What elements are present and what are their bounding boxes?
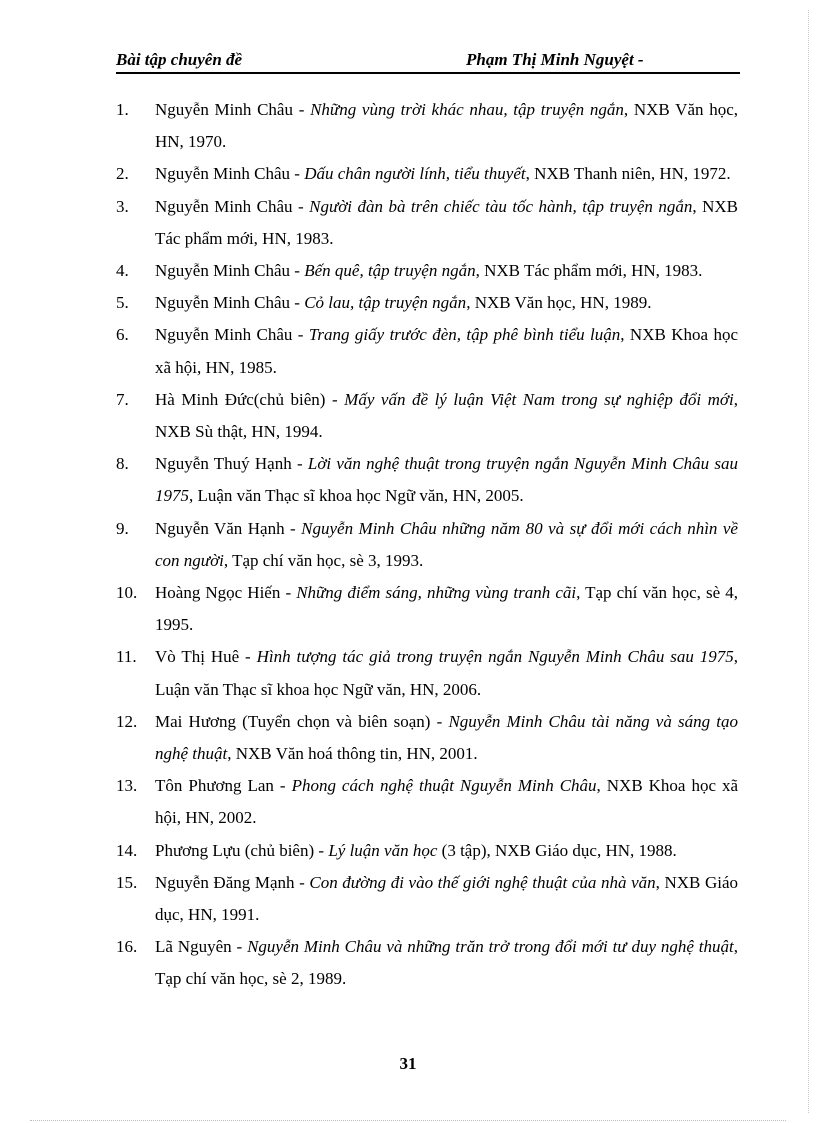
- reference-separator: -: [325, 389, 345, 409]
- reference-publication: , NXB Khoa học xã hội, HN, 2002.: [155, 776, 739, 828]
- reference-publication: , Luận văn Thạc sĩ khoa học Ngữ văn, HN, 2006.: [155, 647, 738, 699]
- page-number: 31: [399, 1054, 417, 1073]
- reference-number: 2.: [116, 164, 129, 184]
- reference-title: Mấy vấn đề lý luận Việt Nam trong sự nghiệp đổi mới: [344, 389, 734, 409]
- reference-title: Lời văn nghệ thuật trong truyện ngắn Nguyễn Minh Châu sau 1975: [155, 454, 738, 506]
- reference-number: 8.: [116, 454, 129, 474]
- reference-author: Nguyễn Minh Châu: [155, 325, 293, 345]
- reference-number: 10.: [116, 583, 138, 603]
- header-left-title: Bài tập chuyên đề: [116, 50, 243, 69]
- reference-publication: , Tạp chí văn học, sè 3, 1993.: [223, 550, 424, 570]
- reference-author: Vò Thị Huê: [155, 647, 240, 667]
- reference-separator: -: [294, 872, 310, 892]
- reference-publication: , NXB Khoa học xã hội, HN, 1985.: [155, 325, 739, 377]
- reference-number: 4.: [116, 261, 129, 281]
- reference-separator: -: [291, 454, 308, 474]
- reference-title: Nguyễn Minh Châu và những trăn trở trong đổi mới tư duy nghệ thuật: [247, 937, 734, 957]
- reference-separator: -: [273, 776, 292, 796]
- reference-number: 7.: [116, 389, 129, 409]
- reference-title: Dấu chân người lính, tiểu thuyết: [304, 164, 526, 184]
- reference-publication: , NXB Giáo dục, HN, 1991.: [155, 872, 738, 925]
- reference-item: [116, 867, 738, 931]
- reference-publication: , NXB Thanh niên, HN, 1972.: [525, 164, 731, 184]
- reference-publication: , Luận văn Thạc sĩ khoa học Ngữ văn, HN, 2005.: [189, 486, 524, 506]
- reference-separator: -: [292, 325, 309, 345]
- reference-author: Nguyễn Minh Châu: [155, 164, 291, 184]
- reference-separator: -: [290, 293, 305, 313]
- reference-title: Bến quê, tập truyện ngắn: [304, 261, 476, 281]
- reference-separator: -: [231, 937, 248, 957]
- reference-title: Những vùng trời khác nhau, tập truyện ngắn: [310, 100, 624, 119]
- reference-list: [116, 94, 738, 996]
- reference-publication: , NXB Văn hoá thông tin, HN, 2001.: [227, 744, 478, 764]
- reference-publication: , NXB Tác phẩm mới, HN, 1983.: [475, 261, 703, 281]
- reference-item: [116, 577, 738, 641]
- reference-item: [116, 319, 738, 383]
- reference-number: 15.: [116, 872, 138, 892]
- reference-title: Trang giấy trước đèn, tập phê bình tiểu luận: [308, 325, 621, 345]
- reference-number: 14.: [116, 840, 138, 860]
- reference-author: Nguyễn Minh Châu: [155, 293, 291, 313]
- reference-item: [116, 706, 738, 770]
- reference-author: Nguyễn Minh Châu: [155, 100, 293, 119]
- reference-author: Hoàng Ngọc Hiến: [155, 583, 281, 603]
- reference-separator: -: [280, 583, 297, 603]
- reference-publication: , Tạp chí văn học, sè 2, 1989.: [155, 937, 738, 989]
- reference-title: Cỏ lau, tập truyện ngắn: [304, 293, 467, 313]
- reference-title: Lý luận văn học: [328, 840, 438, 860]
- reference-author: Phương Lựu (chủ biên): [155, 840, 315, 860]
- reference-item: [116, 835, 738, 867]
- reference-number: 5.: [116, 293, 129, 313]
- reference-number: 16.: [116, 937, 138, 957]
- reference-title: Con đường đi vào thế giới nghệ thuật của nhà văn: [309, 872, 656, 892]
- reference-author: Hà Minh Đức(chủ biên): [155, 389, 326, 409]
- reference-author: Mai Hương (Tuyển chọn và biên soạn): [155, 711, 431, 731]
- reference-publication: , NXB Tác phẩm mới, HN, 1983.: [155, 196, 738, 248]
- reference-item: [116, 448, 738, 512]
- reference-publication: , NXB Sù thật, HN, 1994.: [155, 389, 738, 442]
- reference-item: [116, 191, 738, 255]
- reference-author: Tôn Phương Lan: [155, 776, 274, 796]
- page-right-border: [808, 10, 809, 1113]
- reference-title: Nguyễn Minh Châu tài năng và sáng tạo nghệ thuật: [155, 711, 738, 764]
- reference-separator: -: [290, 261, 305, 281]
- reference-item: [116, 641, 738, 705]
- reference-title: Người đàn bà trên chiếc tàu tốc hành, tập truyện ngắn: [309, 196, 693, 216]
- reference-number: 6.: [116, 325, 129, 345]
- reference-separator: -: [284, 518, 302, 538]
- reference-title: Phong cách nghệ thuật Nguyễn Minh Châu: [291, 776, 597, 796]
- reference-separator: -: [292, 100, 311, 119]
- reference-separator: -: [290, 164, 305, 184]
- reference-item: [116, 931, 738, 995]
- reference-number: 11.: [116, 647, 137, 667]
- reference-number: 1.: [116, 100, 129, 119]
- reference-title: Những điểm sáng, những vùng tranh cãi: [296, 583, 577, 603]
- reference-publication: , Tạp chí văn học, sè 4, 1995.: [155, 583, 738, 635]
- reference-title: Nguyễn Minh Châu những năm 80 và sự đổi mới cách nhìn về con người: [155, 518, 738, 570]
- reference-number: 9.: [116, 518, 129, 538]
- reference-publication: (3 tập), NXB Giáo dục, HN, 1988.: [437, 840, 677, 860]
- page-header: [116, 48, 740, 74]
- reference-publication: , NXB Văn học, HN, 1989.: [466, 293, 652, 313]
- reference-author: Nguyễn Minh Châu: [155, 196, 293, 216]
- reference-title: Hình tượng tác giả trong truyện ngắn Nguyễn Minh Châu sau 1975: [256, 647, 734, 667]
- reference-separator: -: [314, 840, 329, 860]
- reference-publication: , NXB Văn học, HN, 1970.: [155, 100, 739, 152]
- reference-number: 13.: [116, 776, 138, 796]
- reference-author: Nguyễn Đăng Mạnh: [155, 872, 295, 892]
- reference-separator: -: [239, 647, 257, 667]
- reference-separator: -: [430, 711, 449, 731]
- reference-item: [116, 158, 738, 190]
- page-bottom-border: [30, 1120, 786, 1121]
- reference-number: 12.: [116, 711, 138, 731]
- header-author: Phạm Thị Minh Nguyệt -: [466, 50, 644, 69]
- reference-item: [116, 770, 738, 834]
- reference-item: [116, 384, 738, 448]
- reference-number: 3.: [116, 196, 129, 216]
- reference-author: Nguyễn Minh Châu: [155, 261, 291, 281]
- reference-item: [116, 94, 738, 158]
- reference-author: Nguyễn Thuý Hạnh: [155, 454, 292, 474]
- reference-separator: -: [292, 196, 310, 216]
- reference-author: Nguyễn Văn Hạnh: [155, 518, 285, 538]
- reference-item: [116, 513, 738, 577]
- reference-author: Lã Nguyên: [155, 937, 232, 957]
- reference-item: [116, 255, 738, 287]
- reference-item: [116, 287, 738, 319]
